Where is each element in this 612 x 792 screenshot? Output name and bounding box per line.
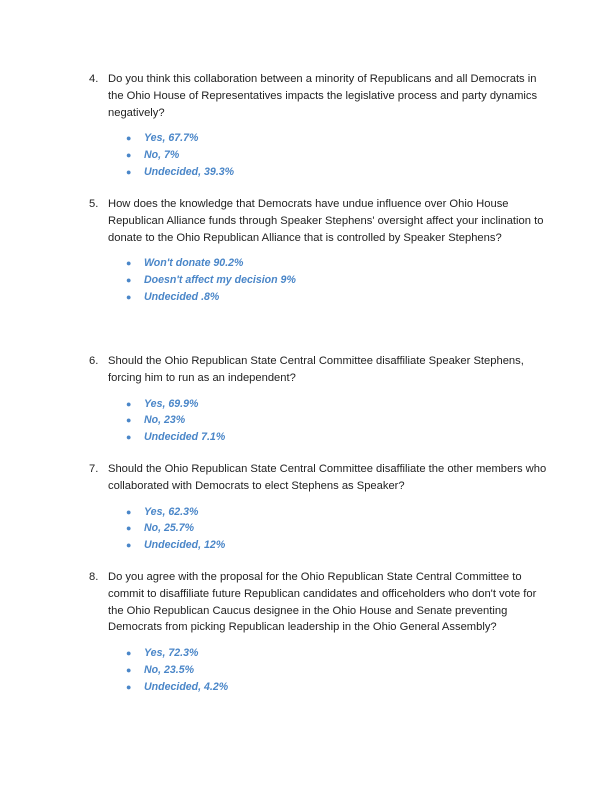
bullet-icon: ●	[126, 432, 132, 443]
bullet-icon: ●	[126, 415, 132, 426]
answer-item	[126, 396, 549, 413]
answer-text: Won't donate 90.2%	[144, 257, 244, 270]
answer-text: Undecided, 4.2%	[144, 680, 229, 693]
bullet-icon: ●	[126, 664, 132, 675]
answer-item	[126, 130, 549, 147]
question-text: Should the Ohio Republican State Central Committee disaffiliate Speaker Stephens, forcing him to run as an independent?	[108, 355, 524, 384]
question-4	[89, 71, 549, 181]
answer-list	[89, 504, 549, 554]
answer-text: Undecided 7.1%	[144, 431, 226, 444]
answer-text: Yes, 67.7%	[144, 132, 199, 145]
answer-text: No, 23%	[144, 414, 186, 427]
question-6	[89, 353, 549, 446]
answer-text: Yes, 69.9%	[144, 397, 199, 410]
question-5	[89, 196, 549, 306]
answer-item	[126, 412, 549, 429]
answer-item	[126, 272, 549, 289]
bullet-icon: ●	[126, 398, 132, 409]
answer-text: No, 25.7%	[144, 522, 195, 535]
answer-item	[126, 645, 549, 662]
question-text: How does the knowledge that Democrats have undue influence over Ohio House Republican Alliance funds through Speaker Stephens' oversight affect your inclination to donate to the Ohio Republican Alliance that is controlled by Speaker Stephens?	[108, 198, 544, 244]
bullet-icon: ●	[126, 648, 132, 659]
answer-text: Yes, 62.3%	[144, 505, 199, 518]
answer-item	[126, 662, 549, 679]
answer-item	[126, 255, 549, 272]
question-8	[89, 569, 549, 696]
bullet-icon: ●	[126, 291, 132, 302]
answer-list	[89, 255, 549, 305]
question-number: 8.	[89, 571, 99, 583]
bullet-icon: ●	[126, 275, 132, 286]
answer-item	[126, 147, 549, 164]
answer-text: No, 23.5%	[144, 663, 195, 676]
answer-text: Undecided, 39.3%	[144, 165, 235, 178]
question-number: 7.	[89, 463, 99, 475]
question-text: Should the Ohio Republican State Central Committee disaffiliate the other members who collaborated with Democrats to elect Stephens as Speaker?	[108, 463, 547, 492]
question-text: Do you agree with the proposal for the Ohio Republican State Central Committee to commit to disaffiliate future Republican candidates and officeholders who don't vote for the Ohio Republican Caucus designee in the Ohio House and Senate preventing Democrats from picking Republican leadership in the Ohio General Assembly?	[108, 571, 537, 634]
bullet-icon: ●	[126, 523, 132, 534]
bullet-icon: ●	[126, 133, 132, 144]
answer-item	[126, 289, 549, 306]
answer-item	[126, 679, 549, 696]
bullet-icon: ●	[126, 540, 132, 551]
answer-list	[89, 645, 549, 695]
answer-list	[89, 396, 549, 446]
question-number: 6.	[89, 355, 99, 367]
bullet-icon: ●	[126, 681, 132, 692]
question-text: Do you think this collaboration between a minority of Republicans and all Democrats in the Ohio House of Representatives impacts the legislative process and party dynamics negatively?	[108, 73, 538, 119]
bullet-icon: ●	[126, 166, 132, 177]
answer-item	[126, 164, 549, 181]
bullet-icon: ●	[126, 150, 132, 161]
question-number: 5.	[89, 198, 99, 210]
answer-list	[89, 130, 549, 180]
answer-text: Undecided, 12%	[144, 539, 226, 552]
answer-text: No, 7%	[144, 149, 180, 162]
answer-item	[126, 504, 549, 521]
answer-text: Doesn't affect my decision 9%	[144, 274, 296, 287]
bullet-icon: ●	[126, 258, 132, 269]
answer-item	[126, 520, 549, 537]
bullet-icon: ●	[126, 506, 132, 517]
answer-text: Undecided .8%	[144, 290, 220, 303]
question-7	[89, 461, 549, 554]
answer-item	[126, 537, 549, 554]
answer-text: Yes, 72.3%	[144, 647, 199, 660]
answer-item	[126, 429, 549, 446]
question-number: 4.	[89, 73, 99, 85]
